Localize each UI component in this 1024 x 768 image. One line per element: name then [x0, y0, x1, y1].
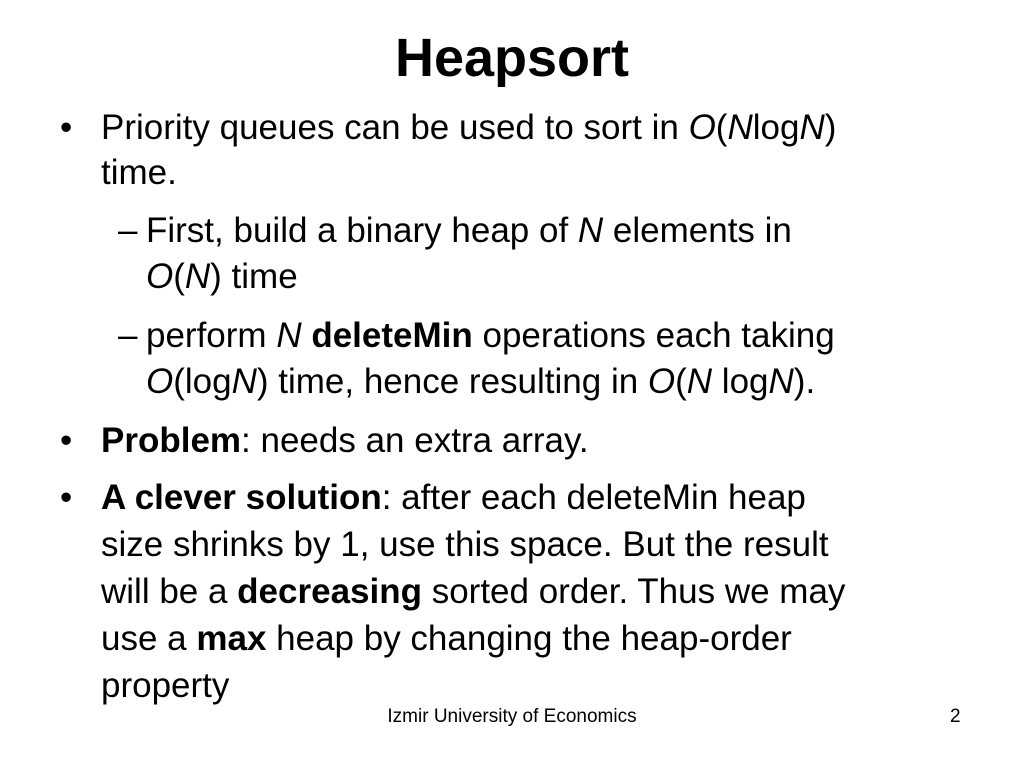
bullet-3-line-1 [101, 475, 806, 521]
text-run: ( [715, 108, 728, 147]
text-run: size shrinks by 1, use this space. But the result [101, 525, 829, 564]
text-run: log [712, 362, 769, 401]
math-variable: N [727, 108, 753, 147]
text-run: ). [793, 362, 816, 401]
bullet-marker: • [60, 478, 73, 517]
math-variable: N [577, 211, 604, 250]
bold-term: Problem [101, 421, 242, 460]
bullet-3-line-4 [101, 616, 792, 662]
text-run: ) [824, 108, 837, 147]
text-run [302, 316, 312, 355]
bold-term: A clever solution [101, 478, 382, 517]
text-run: ) time [210, 257, 298, 296]
text-run: will be a [101, 572, 238, 611]
text-run: property [101, 666, 230, 705]
bold-term: deleteMin [311, 316, 473, 355]
sub-bullet-1-line-1 [146, 208, 792, 254]
text-run: : needs an extra array. [241, 421, 589, 460]
text-run: : after each deleteMin heap [381, 478, 806, 517]
sub-bullet-2-line-1 [146, 313, 835, 359]
bullet-marker: • [60, 421, 73, 460]
text-run: perform [146, 316, 277, 355]
math-variable: N [799, 108, 825, 147]
math-variable: O [647, 362, 676, 401]
math-variable: N [184, 257, 211, 296]
page-number: 2 [950, 706, 961, 727]
math-variable: O [146, 362, 174, 401]
sub-bullet-marker: – [118, 316, 138, 355]
text-run: ( [675, 362, 687, 401]
bullet-3-line-3 [101, 569, 845, 615]
text-run: use a [101, 619, 197, 658]
sub-bullet-1-line-2 [146, 254, 298, 300]
text-run: ( [173, 257, 185, 296]
math-variable: N [276, 316, 302, 355]
text-run: operations each taking [472, 316, 835, 355]
footer-institution: Izmir University of Economics [387, 706, 637, 727]
bullet-3-line-2 [101, 522, 829, 568]
text-run: sorted order. Thus we may [421, 572, 846, 611]
text-run: ) time, hence resulting in [256, 362, 648, 401]
math-variable: N [686, 362, 713, 401]
text-run: log [752, 108, 800, 147]
text-run: First, build a binary heap of [146, 211, 578, 250]
math-variable: N [231, 362, 257, 401]
bullet-1-line-2 [101, 150, 177, 196]
bullet-2-line-1 [101, 418, 589, 464]
slide-title: Heapsort [394, 28, 630, 88]
bold-term: decreasing [237, 572, 422, 611]
math-variable: O [688, 108, 716, 147]
sub-bullet-marker: – [118, 211, 138, 250]
bold-term: max [196, 619, 267, 658]
text-run: Priority queues can be used to sort in [101, 108, 689, 147]
text-run: (log [173, 362, 232, 401]
text-run: time. [101, 153, 177, 192]
bullet-3-line-5 [101, 663, 229, 709]
bullet-marker: • [60, 108, 73, 147]
text-run: heap by changing the heap-order [266, 619, 792, 658]
math-variable: O [146, 257, 174, 296]
bullet-1-line-1 [101, 105, 836, 151]
sub-bullet-2-line-2 [146, 359, 815, 405]
math-variable: N [768, 362, 794, 401]
text-run: elements in [603, 211, 792, 250]
